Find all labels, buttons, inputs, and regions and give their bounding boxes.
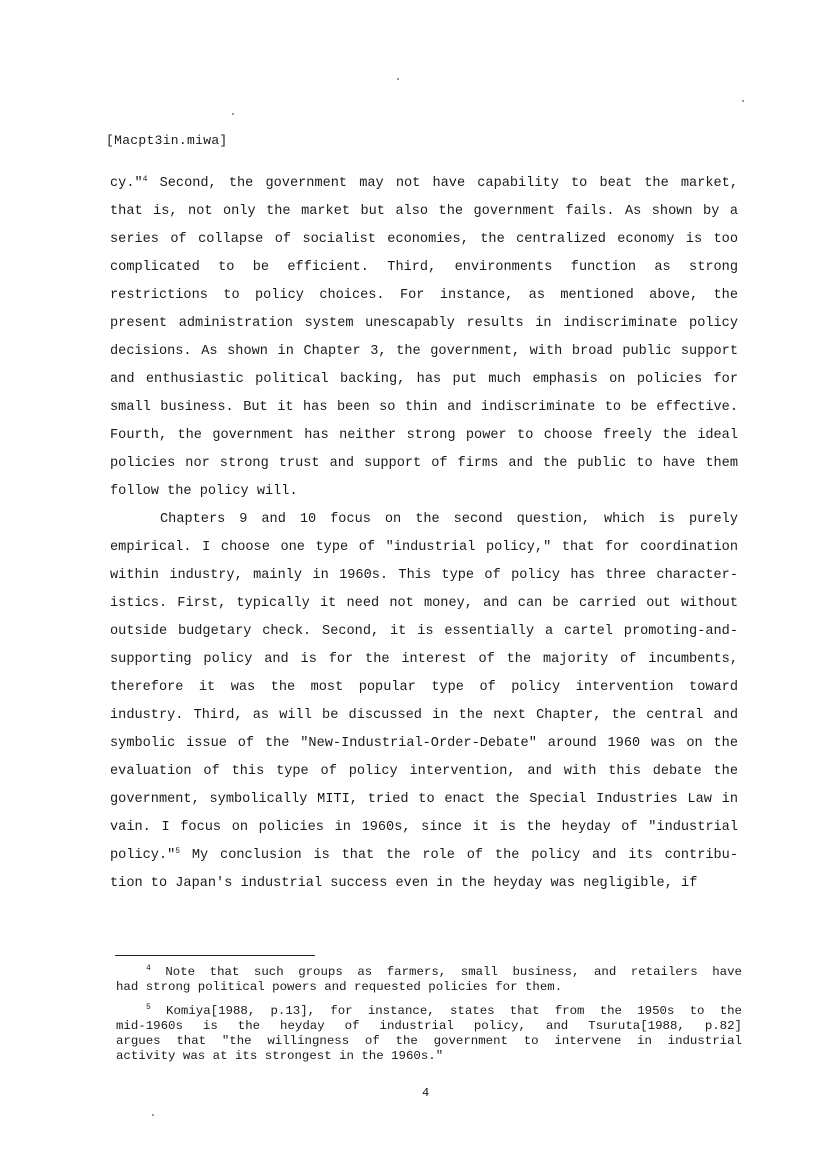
page-number: 4 — [422, 1086, 430, 1100]
footnote-line: argues that "the willingness of the government to intervene in industrial — [116, 1034, 742, 1048]
footnotes — [116, 965, 742, 1064]
text-line — [110, 170, 738, 198]
footnote — [116, 1004, 742, 1064]
text-line: within industry, mainly in 1960s. This type of policy has three character- — [110, 568, 738, 583]
text-fragment: My conclusion is that the role of the policy and its contribu- — [180, 848, 738, 863]
text-line: and enthusiastic political backing, has put much emphasis on policies for — [110, 372, 738, 387]
text-line: series of collapse of socialist economies, the centralized economy is too — [110, 232, 738, 247]
text-line: that is, not only the market but also the government fails. As shown by a — [110, 204, 738, 219]
footnote-separator — [115, 955, 315, 956]
text-fragment: Second, the government may not have capability to beat the market, — [147, 176, 738, 191]
text-line: government, symbolically MITI, tried to enact the Special Industries Law in — [110, 792, 738, 807]
text-line: present administration system unescapably results in indiscriminate policy — [110, 316, 738, 331]
footnote — [116, 965, 742, 995]
text-line: therefore it was the most popular type of policy intervention toward — [110, 680, 738, 695]
footnote-line: had strong political powers and requested policies for them. — [116, 980, 563, 994]
text-line: evaluation of this type of policy intervention, and with this debate the — [110, 764, 738, 779]
text-line: Chapters 9 and 10 focus on the second question, which is purely — [160, 512, 738, 527]
text-fragment: policy." — [110, 848, 176, 863]
text-line: supporting policy and is for the interest of the majority of incumbents, — [110, 652, 738, 667]
footnote-marker: 5 — [146, 1003, 151, 1012]
text-line: complicated to be efficient. Third, environments function as strong — [110, 260, 738, 275]
footnote-line — [116, 1004, 742, 1019]
footnote-reference: 5 — [175, 847, 181, 856]
text-line: small business. But it has been so thin and indiscriminate to be effective. — [110, 400, 738, 415]
text-line: vain. I focus on policies in 1960s, since it is the heyday of "industrial — [110, 820, 738, 835]
text-line: Fourth, the government has neither strong power to choose freely the ideal — [110, 428, 738, 443]
footnote-line — [116, 965, 742, 980]
text-line: tion to Japan's industrial success even in the heyday was negligible, if — [110, 876, 698, 891]
body-text — [110, 170, 738, 898]
footnote-reference: 4 — [142, 175, 148, 184]
scan-speck — [742, 100, 744, 102]
text-line: decisions. As shown in Chapter 3, the government, with broad public support — [110, 344, 738, 359]
scan-speck — [232, 113, 234, 115]
footnote-line: mid-1960s is the heyday of industrial policy, and Tsuruta[1988, p.82] — [116, 1019, 742, 1033]
footnote-marker: 4 — [146, 964, 151, 973]
footnote-text: Note that such groups as farmers, small business, and retailers have — [150, 965, 742, 979]
footnote-line: activity was at its strongest in the 1960s." — [116, 1049, 444, 1063]
file-identifier: [Macpt3in.miwa] — [106, 133, 228, 148]
text-fragment: cy." — [110, 176, 143, 191]
text-line — [110, 842, 738, 870]
text-line: symbolic issue of the "New-Industrial-Order-Debate" around 1960 was on the — [110, 736, 738, 751]
footnote-text: Komiya[1988, p.13], for instance, states that from the 1950s to the — [150, 1004, 742, 1018]
text-line: industry. Third, as will be discussed in the next Chapter, the central and — [110, 708, 738, 723]
text-line: empirical. I choose one type of "industrial policy," that for coordination — [110, 540, 738, 555]
text-line: outside budgetary check. Second, it is essentially a cartel promoting-and- — [110, 624, 738, 639]
text-line: follow the policy will. — [110, 484, 298, 499]
scan-speck — [152, 1114, 154, 1116]
footnote-gap — [116, 995, 742, 1004]
text-line: restrictions to policy choices. For instance, as mentioned above, the — [110, 288, 738, 303]
text-line: istics. First, typically it need not money, and can be carried out without — [110, 596, 738, 611]
scan-speck — [397, 78, 399, 80]
text-line: policies nor strong trust and support of firms and the public to have them — [110, 456, 738, 471]
